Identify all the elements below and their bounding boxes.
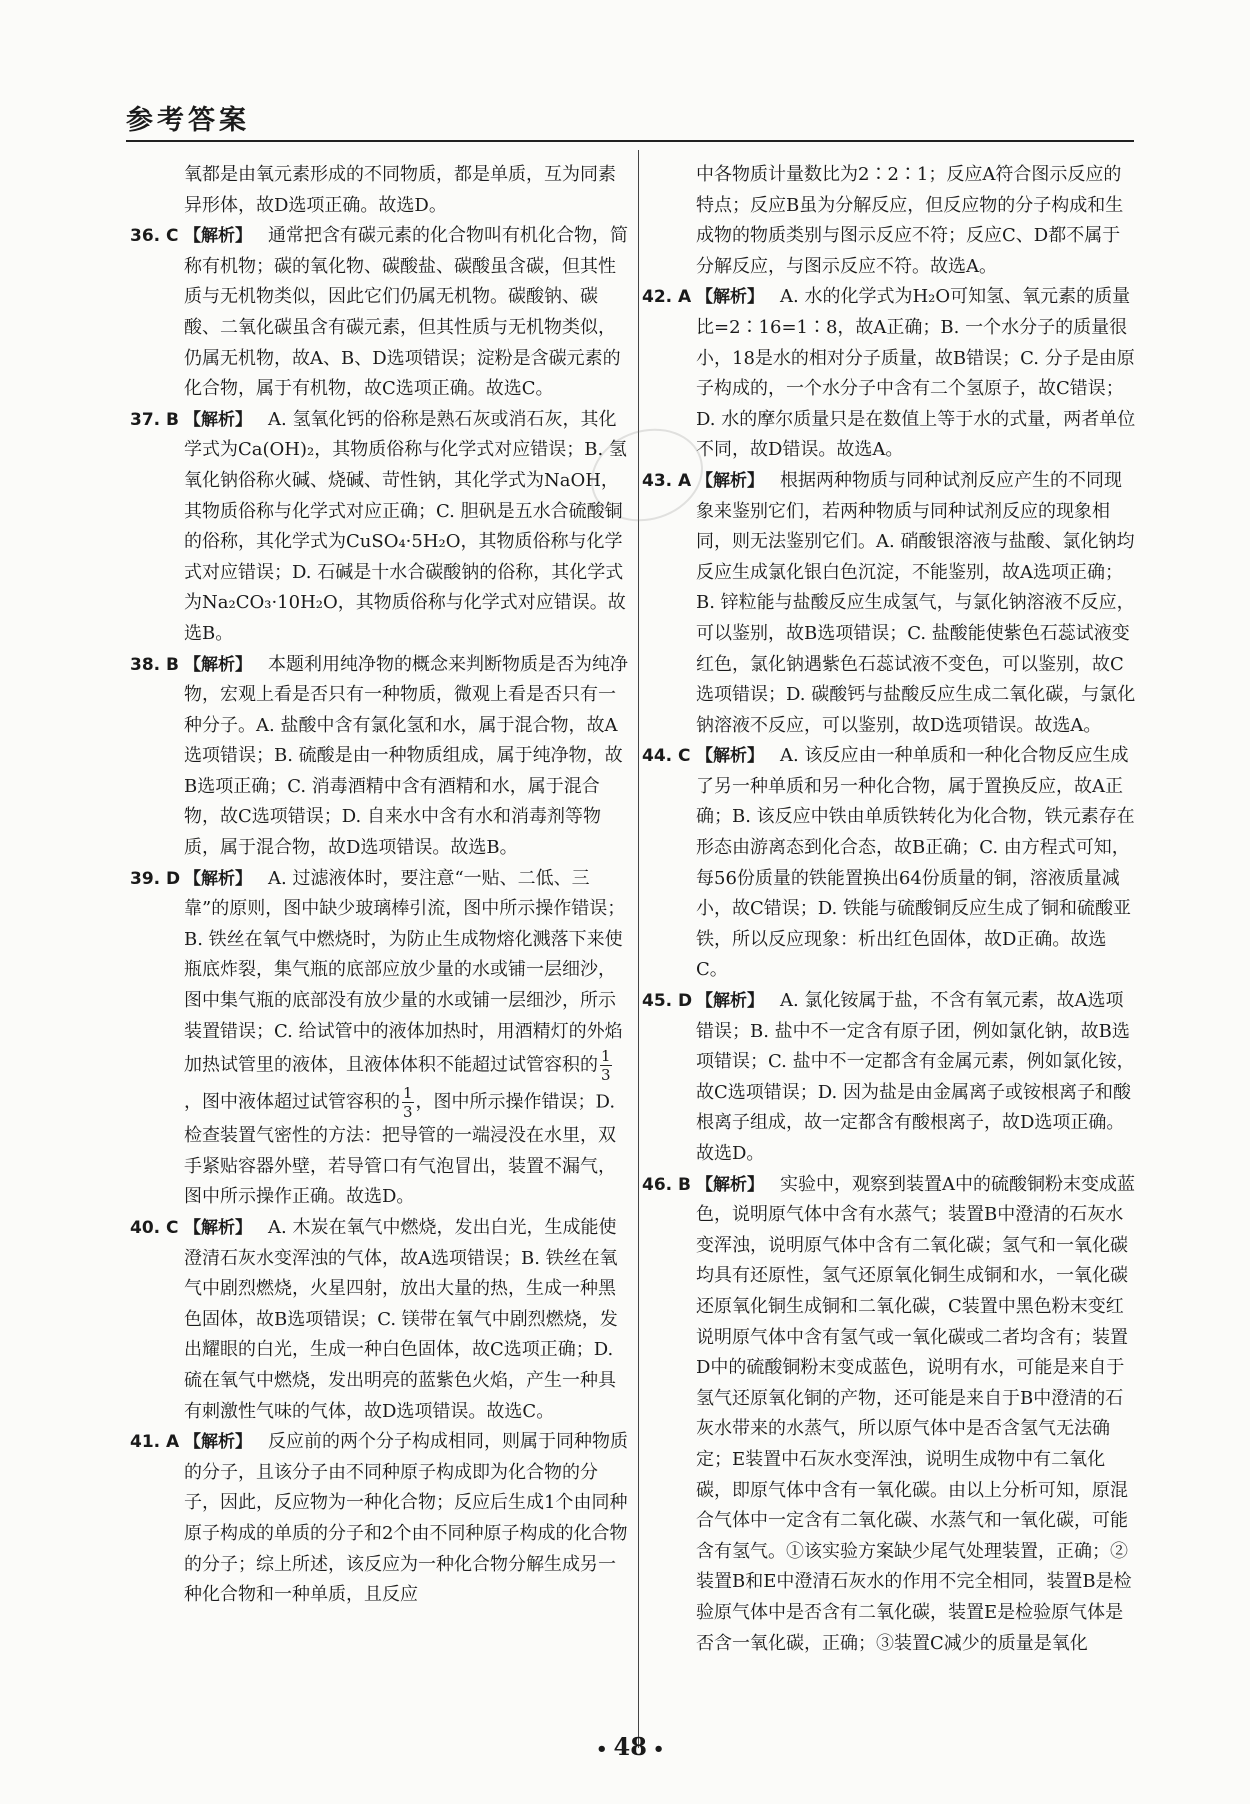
- answer-number: 39. D: [130, 868, 181, 889]
- answer-text-part-a: A. 过滤液体时，要注意“一贴、二低、三靠”的原则，图中缺少玻璃棒引流，图中所示操作错误；B. 铁丝在氧气中燃烧时，为防止生成物熔化溅落下来使瓶底炸裂，集气瓶的底部应放少量的水或铺一层细沙，图中集气瓶的底部没有放少量的水或铺一层细沙，所示装置错误；C. 给试管中的液体加热时，用酒精灯的外焰加热试管里的液体，且液体体积不能超过试管容积的: [184, 867, 626, 1076]
- answer-text: 根据两种物质与同种试剂反应产生的不同现象来鉴别它们，若两种物质与同种试剂反应的现象相同，则无法鉴别它们。A. 硝酸银溶液与盐酸、氯化钠均反应生成氯化银白色沉淀，不能鉴别，故A选项正确；B. 锌粒能与盐酸反应生成氢气，与氯化钠溶液不反应，可以鉴别，故B选项错误；C. 盐酸能使紫色石蕊试液变红色，氯化钠遇紫色石蕊试液不变色，可以鉴别，故C选项错误；D. 碳酸钙与盐酸反应生成二氧化碳，与氯化钠溶液不反应，可以鉴别，故D选项错误。故选A。: [696, 469, 1136, 736]
- answer-text: 通常把含有碳元素的化合物叫有机化合物，简称有机物；碳的氧化物、碳酸盐、碳酸虽含碳，但其性质与无机物类似，因此它们仍属无机物。碳酸钠、碳酸、二氧化碳虽含有碳元素，但其性质与无机物类似，仍属无机物，故A、B、D选项错误；淀粉是含碳元素的化合物，属于有机物，故C选项正确。故选C。: [184, 225, 628, 400]
- answer-item-46: [642, 1170, 1138, 1660]
- answer-number: 38. B: [130, 654, 179, 675]
- analysis-tag: 【解析】: [696, 746, 764, 767]
- fraction-one-third: $\frac{1}{3}$: [601, 1047, 611, 1085]
- analysis-tag: 【解析】: [184, 409, 252, 430]
- answer-item-36: [130, 221, 630, 405]
- answer-number: 44. C: [642, 746, 691, 767]
- right-lead-paragraph: 中各物质计量数比为2∶2∶1；反应A符合图示反应的特点；反应B虽为分解反应，但反应物的分子构成和生成物的物质类别与图示反应不符；反应C、D都不属于分解反应，与图示反应不符。故选A。: [696, 164, 1124, 277]
- right-column: [642, 160, 1138, 1659]
- answer-number: 36. C: [130, 226, 179, 247]
- answer-number: 37. B: [130, 409, 179, 430]
- answer-number: 46. B: [642, 1174, 691, 1195]
- answer-item-43: [642, 466, 1138, 741]
- answer-number: 45. D: [642, 991, 693, 1012]
- answer-text: A. 该反应由一种单质和一种化合物反应生成了另一种单质和另一种化合物，属于置换反应，故A正确；B. 该反应中铁由单质铁转化为化合物，铁元素存在形态由游离态到化合态，故B正确；C. 由方程式可知，每56份质量的铁能置换出64份质量的铜，溶液质量减小，故C错误；D. 铁能与硫酸铜反应生成了铜和硫酸亚铁，所以反应现象：析出红色固体，故D正确。故选C。: [696, 745, 1135, 981]
- answer-text: 反应前的两个分子构成相同，则属于同种物质的分子，且该分子由不同种原子构成即为化合物的分子，因此，反应物为一种化合物；反应后生成1个由同种原子构成的单质的分子和2个由不同种原子构成的化合物的分子；综上所述，该反应为一种化合物分解生成另一种化合物和一种单质，且反应: [184, 1431, 628, 1606]
- answer-number: 42. A: [642, 287, 692, 308]
- analysis-tag: 【解析】: [184, 654, 252, 675]
- analysis-tag: 【解析】: [184, 868, 252, 889]
- answer-item-37: [130, 405, 630, 650]
- answer-text: A. 水的化学式为H₂O可知氢、氧元素的质量比=2∶16=1∶8，故A正确；B. 一个水分子的质量很小，18是水的相对分子质量，故B错误；C. 分子是由原子构成的，一个水分子中含有二个氢原子，故C错误；D. 水的摩尔质量只是在数值上等于水的式量，两者单位不同，故D错误。故选A。: [696, 286, 1136, 461]
- analysis-tag: 【解析】: [696, 991, 764, 1012]
- answer-text: A. 氢氧化钙的俗称是熟石灰或消石灰，其化学式为Ca(OH)₂，其物质俗称与化学式对应错误；B. 氢氧化钠俗称火碱、烧碱、苛性钠，其化学式为NaOH，其物质俗称与化学式对应正确；C. 胆矾是五水合硫酸铜的俗称，其化学式为CuSO₄·5H₂O，其物质俗称与化学式对应错误；D. 石碱是十水合碳酸钠的俗称，其化学式为Na₂CO₃·10H₂O，其物质俗称与化学式对应错误。故选B。: [184, 408, 627, 644]
- answer-text: 实验中，观察到装置A中的硫酸铜粉末变成蓝色，说明原气体中含有水蒸气；装置B中澄清的石灰水变浑浊，说明原气体中含有二氧化碳；氢气和一氧化碳均具有还原性，氢气还原氧化铜生成铜和水，一氧化碳还原氧化铜生成铜和二氧化碳，C装置中黑色粉末变红说明原气体中含有氢气或一氧化碳或二者均含有；装置D中的硫酸铜粉末变成蓝色，说明有水，可能是来自于氢气还原氧化铜的产物，还可能是来自于B中澄清的石灰水带来的水蒸气，所以原气体中是否含氢气无法确定；E装置中石灰水变浑浊，说明生成物中有二氧化碳，即原气体中含有一氧化碳。由以上分析可知，原混合气体中一定含有二氧化碳、水蒸气和一氧化碳，可能含有氢气。①该实验方案缺少尾气处理装置，正确；②装置B和E中澄清石灰水的作用不完全相同，装置B是检验原气体中是否含有二氧化碳，装置E是检验原气体是否含一氧化碳，正确；③装置C减少的质量是氧化: [696, 1173, 1135, 1654]
- answer-text: 本题利用纯净物的概念来判断物质是否为纯净物，宏观上看是否只有一种物质，微观上看是否只有一种分子。A. 盐酸中含有氯化氢和水，属于混合物，故A选项错误；B. 硫酸是由一种物质组成，属于纯净物，故B选项正确；C. 消毒酒精中含有酒精和水，属于混合物，故C选项错误；D. 自来水中含有水和消毒剂等物质，属于混合物，故D选项错误。故选B。: [184, 653, 628, 859]
- analysis-tag: 【解析】: [184, 1432, 252, 1453]
- answer-number: 43. A: [642, 470, 692, 491]
- analysis-tag: 【解析】: [696, 470, 764, 491]
- answer-item-44: [642, 741, 1138, 986]
- answer-item-42: [642, 282, 1138, 466]
- analysis-tag: 【解析】: [184, 1218, 252, 1238]
- fraction-one-third: $\frac{1}{3}$: [403, 1084, 413, 1122]
- page-title: 参考答案: [126, 105, 250, 136]
- answer-item-45: [642, 986, 1138, 1170]
- answer-item-41: [130, 1427, 630, 1611]
- answer-number: 40. C: [130, 1218, 179, 1238]
- answer-text: A. 氯化铵属于盐，不含有氧元素，故A选项错误；B. 盐中不一定含有原子团，例如氯化钠，故B选项错误；C. 盐中不一定都含有金属元素，例如氯化铵，故C选项错误；D. 因为盐是由金属离子或铵根离子和酸根离子组成，故一定都含有酸根离子，故D选项正确。故选D。: [696, 990, 1135, 1164]
- left-column: [130, 160, 630, 1611]
- answer-item-39: [130, 864, 630, 1213]
- left-lead-paragraph: 氧都是由氧元素形成的不同物质，都是单质，互为同素异形体，故D选项正确。故选D。: [184, 164, 616, 216]
- answer-item-40: [130, 1213, 630, 1427]
- answer-text: A. 木炭在氧气中燃烧，发出白光，生成能使澄清石灰水变浑浊的气体，故A选项错误；B. 铁丝在氧气中剧烈燃烧，火星四射，放出大量的热，生成一种黑色固体，故B选项错误；C. 镁带在氧气中剧烈燃烧，发出耀眼的白光，生成一种白色固体，故C选项正确；D. 硫在氧气中燃烧，发出明亮的蓝紫色火焰，产生一种具有刺激性气味的气体，故D选项错误。故选C。: [184, 1217, 618, 1422]
- answer-text-part-b: ，图中液体超过试管容积的: [184, 1091, 400, 1113]
- analysis-tag: 【解析】: [696, 1174, 764, 1195]
- analysis-tag: 【解析】: [184, 226, 252, 247]
- answer-item-38: [130, 650, 630, 864]
- bullet-dot-icon: •: [652, 1739, 665, 1760]
- answer-text-part-c: ，图中所示操作错误；D. 检查装置气密性的方法：把导管的一端浸没在水里，双手紧贴容器外壁，若导管口有气泡冒出，装置不漏气，图中所示操作正确。故选D。: [184, 1091, 616, 1208]
- page-number: • 48 •: [596, 1732, 665, 1761]
- header-rule: [126, 140, 1134, 142]
- answer-number: 41. A: [130, 1432, 180, 1453]
- analysis-tag: 【解析】: [696, 287, 764, 308]
- column-divider: [638, 150, 639, 1748]
- bullet-dot-icon: •: [596, 1739, 608, 1760]
